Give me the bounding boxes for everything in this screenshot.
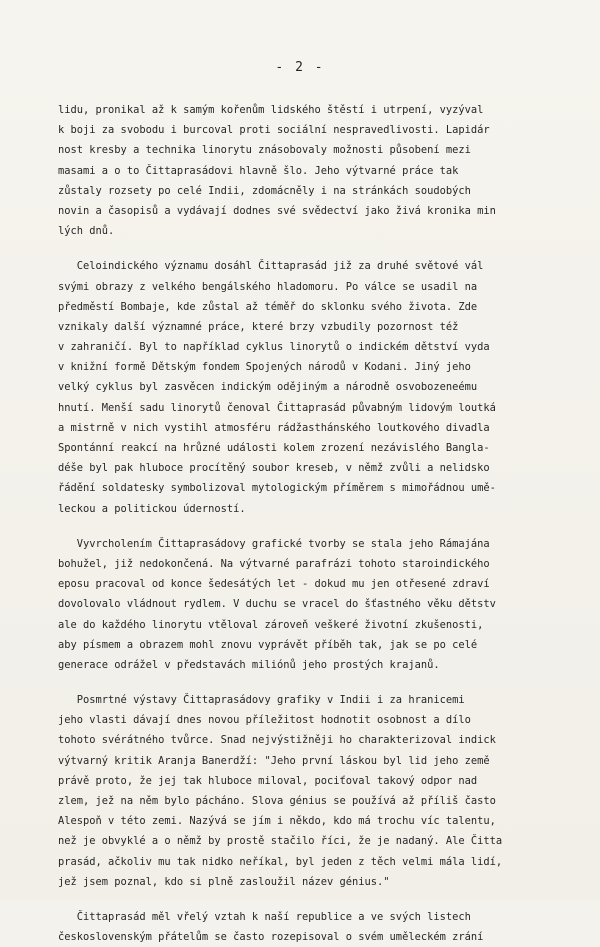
text-line: novin a časopisů a vydávají dodnes své svědectví jako živá kronika min <box>58 204 496 217</box>
text-line: lých dnů. <box>58 225 115 238</box>
text-line: generace odrážel v představách miliónů jeho prostých krajanů. <box>58 658 440 671</box>
text-line: velký cyklus byl zasvěcen indickým odějiným a národně osvobozeneému <box>58 381 478 394</box>
text-line: řádění soldatesky symbolizoval mytologickým příměrem s mimořádnou umě- <box>58 482 496 495</box>
paragraph-gap <box>58 675 600 690</box>
text-line: Alespoň v této zemi. Nazývá se jím i někdo, kdo má trochu víc talentu, <box>58 815 496 828</box>
text-line: výtvarný kritik Aranja Banerdží: "Jeho první láskou byl lid jeho země <box>58 754 490 767</box>
text-line: zlem, jež na něm bylo pácháno. Slova génius se používá až příliš často <box>58 795 496 807</box>
text-line: dovolovalo vládnout rydlem. V duchu se vracel do šťastného věku dětstv <box>58 598 496 611</box>
text-line: vznikaly další významné práce, které brzy vzbudily pozornost též <box>58 320 459 333</box>
page-number: - 2 - <box>275 60 325 75</box>
text-line: jeho vlasti dávají dnes novou příležitost hodnotit osobnost a dílo <box>58 714 471 727</box>
text-line: jež jsem poznal, kdo si plně zasloužil název génius." <box>58 875 390 888</box>
text-line: Čittaprasád měl vřelý vztah k naší republice a ve svých listech <box>58 910 471 923</box>
text-line: ale do každého linorytu vtěloval zároveň veškeré životní zkušenosti, <box>58 618 484 631</box>
text-line: Posmrtné výstavy Čittaprasádovy grafiky v Indii i za hranicemi <box>58 694 465 707</box>
text-line: tohoto svérátného tvůrce. Snad nejvýstižněji ho charakterizoval indick <box>58 734 496 747</box>
paragraph-gap <box>58 892 600 907</box>
text-line: Celoindického významu dosáhl Čittaprasád již za druhé světové vál <box>58 260 484 273</box>
text-line: zůstaly rozsety po celé Indii, zdomácněly i na stránkách soudobých <box>58 184 471 197</box>
paragraph-gap <box>58 241 600 256</box>
text-line: déše byl pak hluboce procítěný soubor kreseb, v němž zvůli a nelidsko <box>58 462 490 475</box>
paragraph-gap <box>58 519 600 534</box>
text-line: eposu pracoval od konce šedesátých let - dokud mu jen otřesené zdraví <box>58 578 490 591</box>
text-line: leckou a politickou úderností. <box>58 502 246 515</box>
text-line: Spontánní reakcí na hrůzné události kolem zrození nezávislého Bangla- <box>58 442 490 454</box>
text-line: k boji za svobodu i burcoval proti sociální nespravedlivosti. Lapidár <box>58 124 490 137</box>
text-line: hnutí. Menší sadu linorytů čenoval Čittaprasád půvabným lidovým loutká <box>58 401 496 414</box>
text-line: československým přátelům se často rozepisoval o svém uměleckém zrání <box>58 931 484 944</box>
text-line: a mistrně v nich vystihl atmosféru rádžasthánského loutkového divadla <box>58 421 490 434</box>
text-line: Vyvrcholením Čittaprasádovy grafické tvorby se stala jeho Rámajána <box>58 537 490 550</box>
text-line: aby písmem a obrazem mohl znovu vyprávět příběh tak, jak se po celé <box>58 638 478 651</box>
text-line: nost kresby a technika linorytu znásobovaly možnosti působení mezi <box>58 144 471 157</box>
text-line: masami a o to Čittaprasádovi hlavně šlo. Jeho výtvarné práce tak <box>58 164 459 177</box>
body-text <box>58 100 600 947</box>
text-line: svými obrazy z velkého bengálského hladomoru. Po válce se usadil na <box>58 280 478 293</box>
text-line: v zahraničí. Byl to například cyklus linorytů o indickém dětství vyda <box>58 341 490 354</box>
text-line: než je obvyklé a o němž by prostě stačilo říci, že je nadaný. Ale Čitta <box>58 835 503 848</box>
text-line: bohužel, již nedokončená. Na výtvarné parafrázi tohoto staroindického <box>58 557 490 570</box>
text-line: prasád, ačkoliv mu tak nidko neříkal, byl jeden z těch velmi mála lidí, <box>58 855 503 868</box>
text-line: lidu, pronikal až k samým kořenům lidského štěstí i utrpení, vyzýval <box>58 104 484 116</box>
text-line: právě proto, že jej tak hluboce miloval, pociťoval takový odpor nad <box>58 774 478 787</box>
text-line: v knižní formě Dětským fondem Spojených národů v Kodani. Jiný jeho <box>58 361 471 374</box>
text-line: předměstí Bombaje, kde zůstal až téměř do sklonku svého života. Zde <box>58 300 478 313</box>
